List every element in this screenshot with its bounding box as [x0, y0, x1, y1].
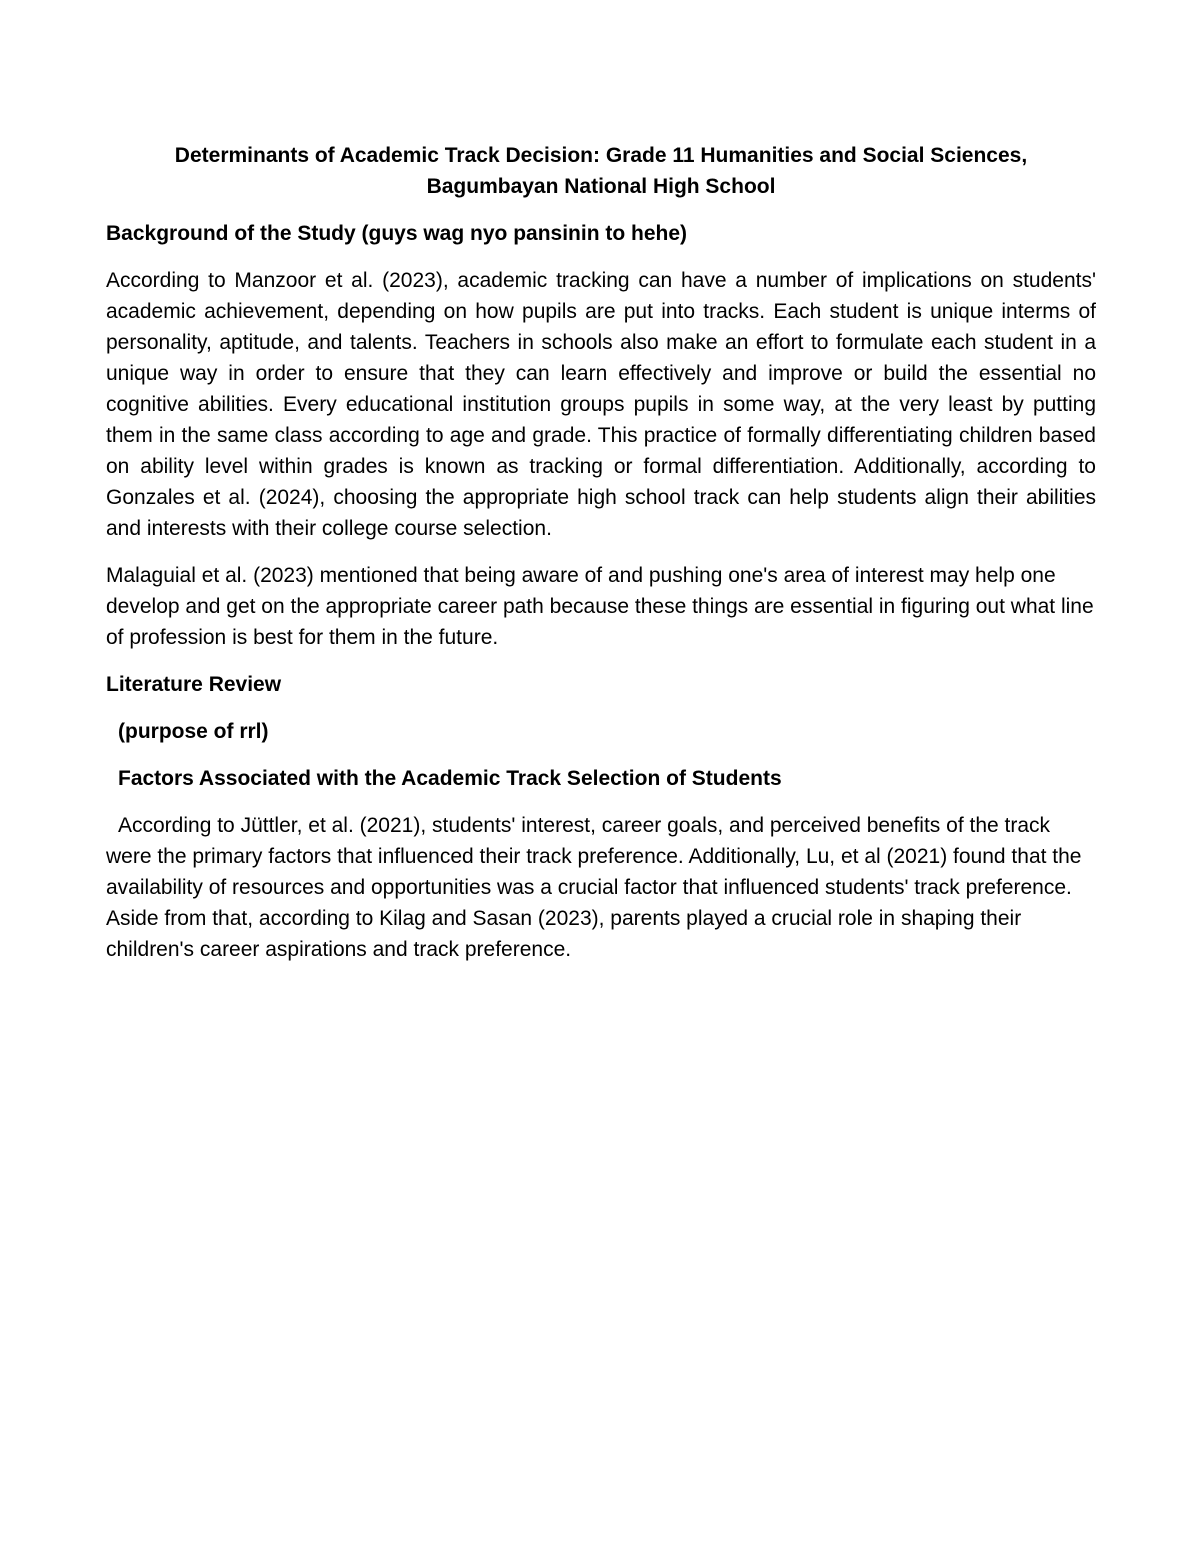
background-paragraph-1: According to Manzoor et al. (2023), academic tracking can have a number of implications on students' academic achievement, depending on how pupils are put into tracks. Each student is unique interms of personality, aptitude, and talents. Teachers in schools also make an effort to formulate each student in a unique way in order to ensure that they can learn effectively and improve or build the essential no cognitive abilities. Every educational institution groups pupils in some way, at the very least by putting them in the same class according to age and grade. This practice of formally differentiating children based on ability level within grades is known as tracking or formal differentiation. Additionally, according to Gonzales et al. (2024), choosing the appropriate high school track can help students align their abilities and interests with their college course selection. [106, 269, 1096, 540]
factors-heading: Factors Associated with the Academic Track Selection of Students [118, 767, 782, 790]
title-line-1: Determinants of Academic Track Decision: Grade 11 Humanities and Social Sciences, [174, 144, 1028, 167]
document-title [106, 140, 1096, 202]
literature-review-heading: Literature Review [106, 673, 282, 696]
title-line-2: Bagumbayan National High School [426, 175, 776, 198]
factors-paragraph: According to Jüttler, et al. (2021), students' interest, career goals, and perceived benefits of the track were the primary factors that influenced their track preference. Additionally, Lu, et al (2021) found that the availability of resources and opportunities was a crucial factor that influenced students' track preference. Aside from that, according to Kilag and Sasan (2023), parents played a crucial role in shaping their children's career aspirations and track preference. [106, 814, 1082, 961]
document-page [106, 140, 1096, 965]
background-heading: Background of the Study (guys wag nyo pansinin to hehe) [106, 222, 688, 245]
purpose-heading: (purpose of rrl) [118, 720, 269, 743]
background-paragraph-2: Malaguial et al. (2023) mentioned that being aware of and pushing one's area of interest may help one develop and get on the appropriate career path because these things are essential in figuring out what line of profession is best for them in the future. [106, 564, 1094, 649]
